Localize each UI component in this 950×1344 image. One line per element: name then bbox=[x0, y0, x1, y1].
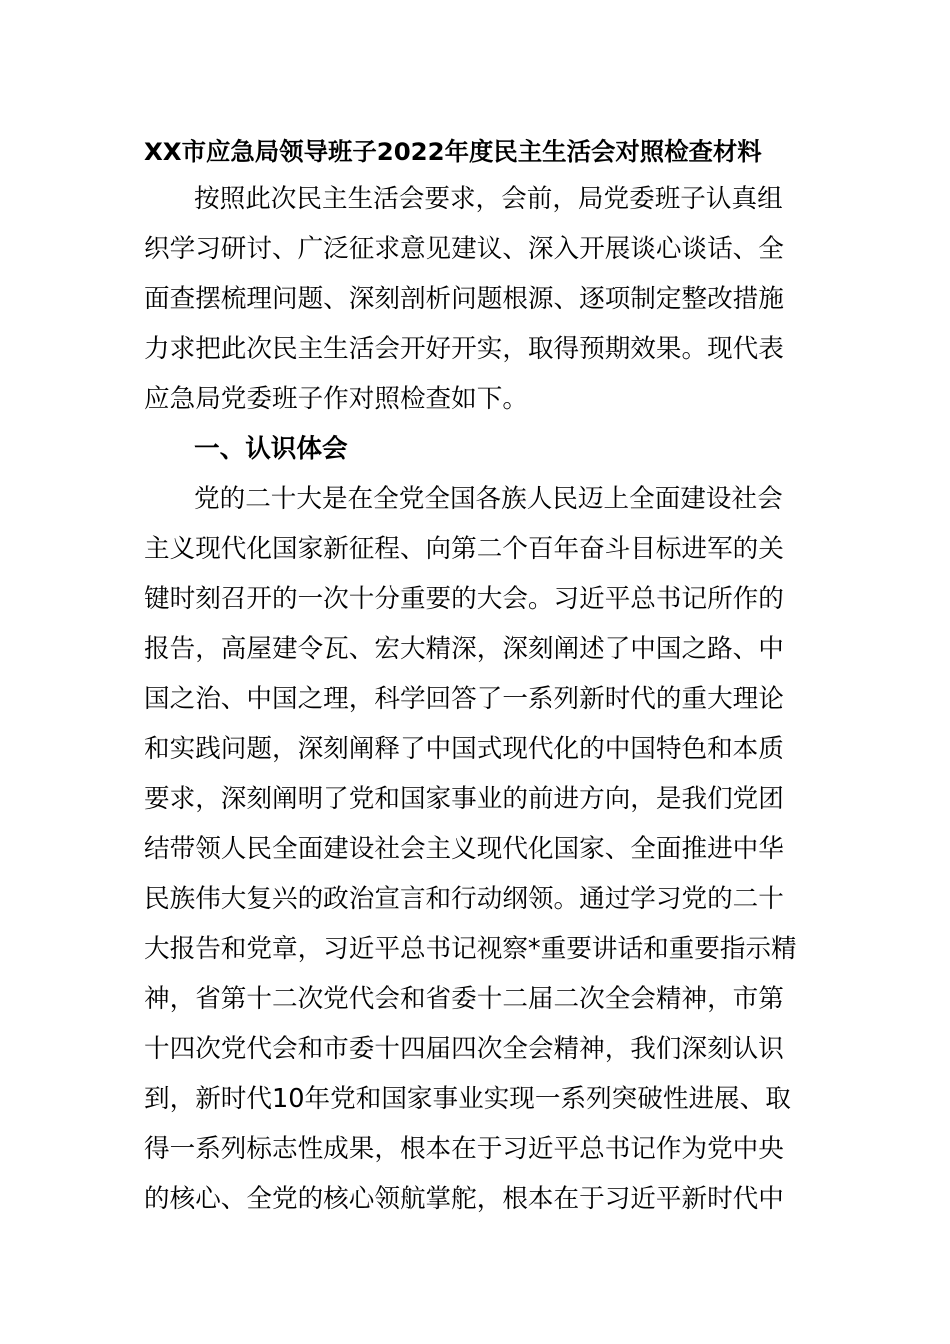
paragraph-line-18: 到，新时代10年党和国家事业实现一系列突破性进展、取 bbox=[144, 1084, 791, 1114]
paragraph-line-12: 要求，深刻阐明了党和国家事业的前进方向，是我们党团 bbox=[144, 784, 784, 814]
paragraph-line-17: 十四次党代会和市委十四届四次全会精神，我们深刻认识 bbox=[144, 1034, 784, 1064]
paragraph-line-20: 的核心、全党的核心领航掌舵，根本在于习近平新时代中 bbox=[144, 1184, 784, 1214]
paragraph-line-16: 神，省第十二次党代会和省委十二届二次全会精神，市第 bbox=[144, 984, 784, 1014]
paragraph-line-6: 党的二十大是在全党全国各族人民迈上全面建设社会 bbox=[194, 484, 783, 514]
paragraph-line-5: 应急局党委班子作对照检查如下。 bbox=[144, 384, 528, 414]
paragraph-line-8: 键时刻召开的一次十分重要的大会。习近平总书记所作的 bbox=[144, 584, 784, 614]
paragraph-line-1: 按照此次民主生活会要求，会前，局党委班子认真组 bbox=[194, 184, 783, 214]
paragraph-line-10: 国之治、中国之理，科学回答了一系列新时代的重大理论 bbox=[144, 684, 784, 714]
paragraph-line-9: 报告，高屋建令瓦、宏大精深，深刻阐述了中国之路、中 bbox=[144, 634, 784, 664]
paragraph-line-15: 大报告和党章，习近平总书记视察*重要讲话和重要指示精 bbox=[144, 934, 797, 964]
paragraph-line-19: 得一系列标志性成果，根本在于习近平总书记作为党中央 bbox=[144, 1134, 784, 1164]
paragraph-line-2: 织学习研讨、广泛征求意见建议、深入开展谈心谈话、全 bbox=[144, 234, 784, 264]
paragraph-line-7: 主义现代化国家新征程、向第二个百年奋斗目标进军的关 bbox=[144, 534, 784, 564]
paragraph-line-11: 和实践问题，深刻阐释了中国式现代化的中国特色和本质 bbox=[144, 734, 784, 764]
paragraph-line-3: 面查摆梳理问题、深刻剖析问题根源、逐项制定整改措施 bbox=[144, 284, 784, 314]
document-title: XX市应急局领导班子2022年度民主生活会对照检查材料 bbox=[144, 137, 762, 166]
paragraph-line-4: 力求把此次民主生活会开好开实，取得预期效果。现代表 bbox=[144, 334, 784, 364]
paragraph-line-13: 结带领人民全面建设社会主义现代化国家、全面推进中华 bbox=[144, 834, 784, 864]
paragraph-line-14: 民族伟大复兴的政治宣言和行动纲领。通过学习党的二十 bbox=[144, 884, 784, 914]
section-heading: 一、认识体会 bbox=[194, 434, 348, 464]
